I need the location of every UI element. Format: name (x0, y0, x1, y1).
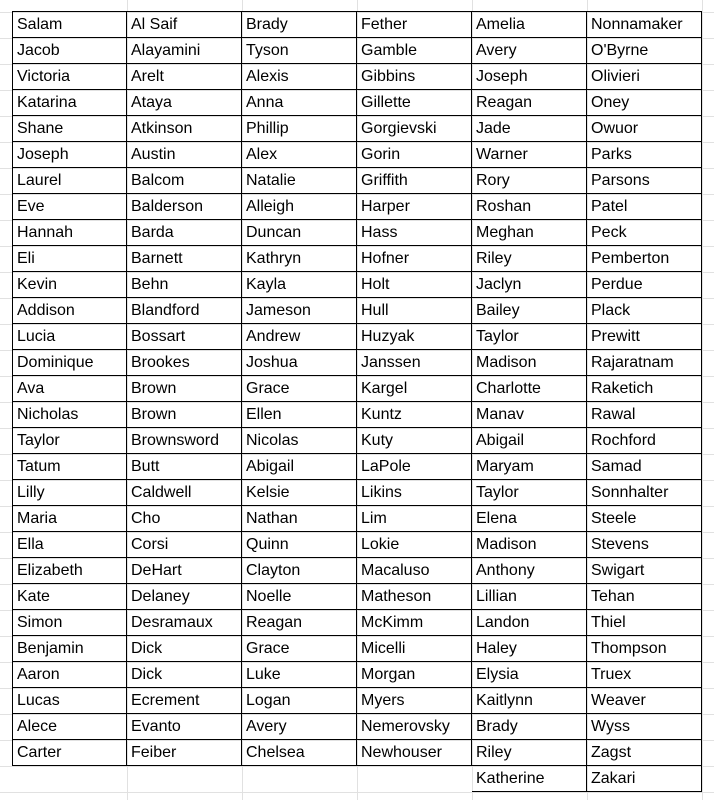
table-cell[interactable]: Newhouser (357, 740, 472, 766)
table-cell[interactable]: Myers (357, 688, 472, 714)
table-cell[interactable]: Rawal (587, 402, 702, 428)
table-cell[interactable]: Kayla (242, 272, 357, 298)
table-cell[interactable]: Jaclyn (472, 272, 587, 298)
table-cell[interactable]: Barnett (127, 246, 242, 272)
table-cell[interactable]: Abigail (472, 428, 587, 454)
table-cell[interactable]: Dominique (12, 350, 127, 376)
table-cell[interactable]: Caldwell (127, 480, 242, 506)
table-cell[interactable]: Anna (242, 90, 357, 116)
table-cell[interactable]: Roshan (472, 194, 587, 220)
table-cell[interactable]: Elizabeth (12, 558, 127, 584)
table-cell[interactable]: Morgan (357, 662, 472, 688)
table-cell[interactable]: Reagan (242, 610, 357, 636)
table-cell[interactable]: Phillip (242, 116, 357, 142)
table-cell[interactable]: Cho (127, 506, 242, 532)
table-cell[interactable]: Micelli (357, 636, 472, 662)
table-cell[interactable]: Reagan (472, 90, 587, 116)
table-column (472, 12, 587, 792)
table-cell[interactable]: Nathan (242, 506, 357, 532)
table-cell[interactable]: Duncan (242, 220, 357, 246)
table-cell[interactable]: Tatum (12, 454, 127, 480)
table-cell[interactable]: Taylor (472, 324, 587, 350)
table-cell[interactable]: Andrew (242, 324, 357, 350)
table-cell[interactable]: Balderson (127, 194, 242, 220)
table-cell[interactable]: Gorin (357, 142, 472, 168)
table-cell[interactable]: Kaitlynn (472, 688, 587, 714)
table-cell[interactable]: Anthony (472, 558, 587, 584)
table-cell[interactable]: Grace (242, 636, 357, 662)
table-cell[interactable]: Rajaratnam (587, 350, 702, 376)
table-cell[interactable]: Pemberton (587, 246, 702, 272)
table-cell[interactable]: Tehan (587, 584, 702, 610)
table-cell[interactable]: Fether (357, 11, 472, 38)
table-cell[interactable]: Elysia (472, 662, 587, 688)
table-cell[interactable]: Arelt (127, 64, 242, 90)
table-cell[interactable]: Meghan (472, 220, 587, 246)
table-cell[interactable]: Griffith (357, 168, 472, 194)
table-column (357, 12, 472, 766)
table-cell[interactable]: Butt (127, 454, 242, 480)
table-cell[interactable]: Dick (127, 636, 242, 662)
table-cell[interactable]: Blandford (127, 298, 242, 324)
table-cell[interactable]: Brady (242, 11, 357, 38)
table-cell[interactable]: Harper (357, 194, 472, 220)
table-cell[interactable]: Parks (587, 142, 702, 168)
table-cell[interactable]: Gillette (357, 90, 472, 116)
table-cell[interactable]: Gibbins (357, 64, 472, 90)
table-cell[interactable]: Brown (127, 376, 242, 402)
table-column (127, 12, 242, 766)
table-cell[interactable]: Kuty (357, 428, 472, 454)
table-cell[interactable]: Quinn (242, 532, 357, 558)
table-cell[interactable]: Lokie (357, 532, 472, 558)
table-cell[interactable]: Maria (12, 506, 127, 532)
table-cell[interactable]: Ella (12, 532, 127, 558)
table-cell[interactable]: Macaluso (357, 558, 472, 584)
table-cell[interactable]: Patel (587, 194, 702, 220)
table-cell[interactable]: Amelia (472, 11, 587, 38)
table-cell[interactable]: Hull (357, 298, 472, 324)
table-cell[interactable]: Evanto (127, 714, 242, 740)
table-cell[interactable]: DeHart (127, 558, 242, 584)
gridline (702, 0, 703, 800)
table-cell[interactable]: Lucas (12, 688, 127, 714)
table-cell[interactable]: Jameson (242, 298, 357, 324)
table-cell[interactable]: Dick (127, 662, 242, 688)
table-cell[interactable]: Ecrement (127, 688, 242, 714)
table-cell[interactable]: Eve (12, 194, 127, 220)
table-cell[interactable]: Carter (12, 740, 127, 766)
table-cell[interactable]: Laurel (12, 168, 127, 194)
table-column (12, 12, 127, 766)
table-cell[interactable]: Janssen (357, 350, 472, 376)
table-cell[interactable]: Kathryn (242, 246, 357, 272)
table-cell[interactable]: Gorgievski (357, 116, 472, 142)
table-cell[interactable]: Atkinson (127, 116, 242, 142)
table-cell[interactable]: Alex (242, 142, 357, 168)
table-cell[interactable]: Lillian (472, 584, 587, 610)
table-cell[interactable]: Bailey (472, 298, 587, 324)
table-cell[interactable]: Kuntz (357, 402, 472, 428)
table-cell[interactable]: Aaron (12, 662, 127, 688)
table-cell[interactable]: Truex (587, 662, 702, 688)
table-cell[interactable]: Hass (357, 220, 472, 246)
table-cell[interactable]: Charlotte (472, 376, 587, 402)
table-cell[interactable]: Olivieri (587, 64, 702, 90)
table-cell[interactable]: Lilly (12, 480, 127, 506)
table-cell[interactable]: Simon (12, 610, 127, 636)
table-cell[interactable]: Bossart (127, 324, 242, 350)
table-cell[interactable]: Katarina (12, 90, 127, 116)
table-cell[interactable]: Gamble (357, 38, 472, 64)
table-cell[interactable]: Addison (12, 298, 127, 324)
table-cell[interactable]: Thiel (587, 610, 702, 636)
table-cell[interactable]: Avery (242, 714, 357, 740)
table-cell[interactable]: Barda (127, 220, 242, 246)
table-cell[interactable]: Stevens (587, 532, 702, 558)
table-cell[interactable]: LaPole (357, 454, 472, 480)
table-cell[interactable]: Maryam (472, 454, 587, 480)
table-cell[interactable]: Alleigh (242, 194, 357, 220)
table-cell[interactable]: Ataya (127, 90, 242, 116)
table-cell[interactable]: Balcom (127, 168, 242, 194)
table-cell[interactable]: Grace (242, 376, 357, 402)
table-cell[interactable]: Taylor (12, 428, 127, 454)
table-cell[interactable]: Rochford (587, 428, 702, 454)
table-cell[interactable]: Huzyak (357, 324, 472, 350)
table-cell[interactable]: Likins (357, 480, 472, 506)
table-cell[interactable]: Manav (472, 402, 587, 428)
table-cell[interactable]: Steele (587, 506, 702, 532)
table-cell[interactable]: Madison (472, 350, 587, 376)
table-cell[interactable]: Riley (472, 246, 587, 272)
table-cell[interactable]: Behn (127, 272, 242, 298)
table-cell[interactable]: Kate (12, 584, 127, 610)
table-cell[interactable]: Madison (472, 532, 587, 558)
table-cell[interactable]: Sonnhalter (587, 480, 702, 506)
table-cell[interactable]: Riley (472, 740, 587, 766)
table-column (587, 12, 702, 792)
table-cell[interactable]: Brown (127, 402, 242, 428)
table-cell[interactable]: Noelle (242, 584, 357, 610)
table-cell[interactable]: Elena (472, 506, 587, 532)
table-column (242, 12, 357, 766)
table-cell[interactable]: Kargel (357, 376, 472, 402)
table-cell[interactable]: Natalie (242, 168, 357, 194)
table-cell[interactable]: Alece (12, 714, 127, 740)
table-cell[interactable]: Austin (127, 142, 242, 168)
table-cell[interactable]: Samad (587, 454, 702, 480)
table-cell[interactable]: Parsons (587, 168, 702, 194)
table-cell[interactable]: Oney (587, 90, 702, 116)
table-cell[interactable]: Nemerovsky (357, 714, 472, 740)
table-cell[interactable]: Salam (12, 11, 127, 38)
table-cell[interactable]: Al Saif (127, 11, 242, 38)
table-cell[interactable]: Taylor (472, 480, 587, 506)
table-cell[interactable]: Warner (472, 142, 587, 168)
table-cell[interactable]: Ava (12, 376, 127, 402)
table-cell[interactable]: Avery (472, 38, 587, 64)
table-cell[interactable]: Holt (357, 272, 472, 298)
gridline (0, 792, 714, 793)
table-cell[interactable]: Owuor (587, 116, 702, 142)
table-cell[interactable]: Kelsie (242, 480, 357, 506)
table-cell[interactable]: Chelsea (242, 740, 357, 766)
table-cell[interactable]: Swigart (587, 558, 702, 584)
table-cell[interactable]: Hofner (357, 246, 472, 272)
table-cell[interactable]: Brookes (127, 350, 242, 376)
table-cell[interactable]: Lucia (12, 324, 127, 350)
table-cell[interactable]: Lim (357, 506, 472, 532)
table-cell[interactable]: Peck (587, 220, 702, 246)
table-cell[interactable]: Thompson (587, 636, 702, 662)
table-cell[interactable]: Shane (12, 116, 127, 142)
table-cell[interactable]: Joseph (472, 64, 587, 90)
table-cell[interactable]: Wyss (587, 714, 702, 740)
table-cell[interactable]: Jacob (12, 38, 127, 64)
table-cell[interactable]: Haley (472, 636, 587, 662)
table-cell[interactable]: Matheson (357, 584, 472, 610)
table-cell[interactable]: Abigail (242, 454, 357, 480)
table-cell[interactable]: Clayton (242, 558, 357, 584)
table-cell[interactable]: Brownsword (127, 428, 242, 454)
table-cell[interactable]: McKimm (357, 610, 472, 636)
table-cell[interactable]: Victoria (12, 64, 127, 90)
table-cell[interactable]: Joseph (12, 142, 127, 168)
table-cell[interactable]: Zagst (587, 740, 702, 766)
table-cell[interactable]: Corsi (127, 532, 242, 558)
table-cell[interactable]: Hannah (12, 220, 127, 246)
table-cell[interactable]: Rory (472, 168, 587, 194)
table-cell[interactable]: Joshua (242, 350, 357, 376)
table-cell[interactable]: O'Byrne (587, 38, 702, 64)
table-cell[interactable]: Logan (242, 688, 357, 714)
table-cell[interactable]: Nicholas (12, 402, 127, 428)
table-cell[interactable]: Weaver (587, 688, 702, 714)
table-cell[interactable]: Benjamin (12, 636, 127, 662)
table-cell[interactable]: Alexis (242, 64, 357, 90)
table-cell[interactable]: Desramaux (127, 610, 242, 636)
table-cell[interactable]: Eli (12, 246, 127, 272)
table-cell[interactable]: Jade (472, 116, 587, 142)
table-cell[interactable]: Prewitt (587, 324, 702, 350)
table-cell[interactable]: Delaney (127, 584, 242, 610)
table-cell[interactable]: Nonnamaker (587, 11, 702, 38)
table-cell[interactable]: Feiber (127, 740, 242, 766)
table-cell[interactable]: Luke (242, 662, 357, 688)
table-cell[interactable]: Kevin (12, 272, 127, 298)
table-cell[interactable]: Ellen (242, 402, 357, 428)
table-cell[interactable]: Brady (472, 714, 587, 740)
table-cell[interactable]: Nicolas (242, 428, 357, 454)
table-cell[interactable]: Tyson (242, 38, 357, 64)
table-cell[interactable]: Katherine (472, 766, 587, 792)
table-cell[interactable]: Raketich (587, 376, 702, 402)
table-cell[interactable]: Landon (472, 610, 587, 636)
table-cell[interactable]: Zakari (587, 766, 702, 792)
table-cell[interactable]: Perdue (587, 272, 702, 298)
table-cell[interactable]: Plack (587, 298, 702, 324)
table-cell[interactable]: Alayamini (127, 38, 242, 64)
